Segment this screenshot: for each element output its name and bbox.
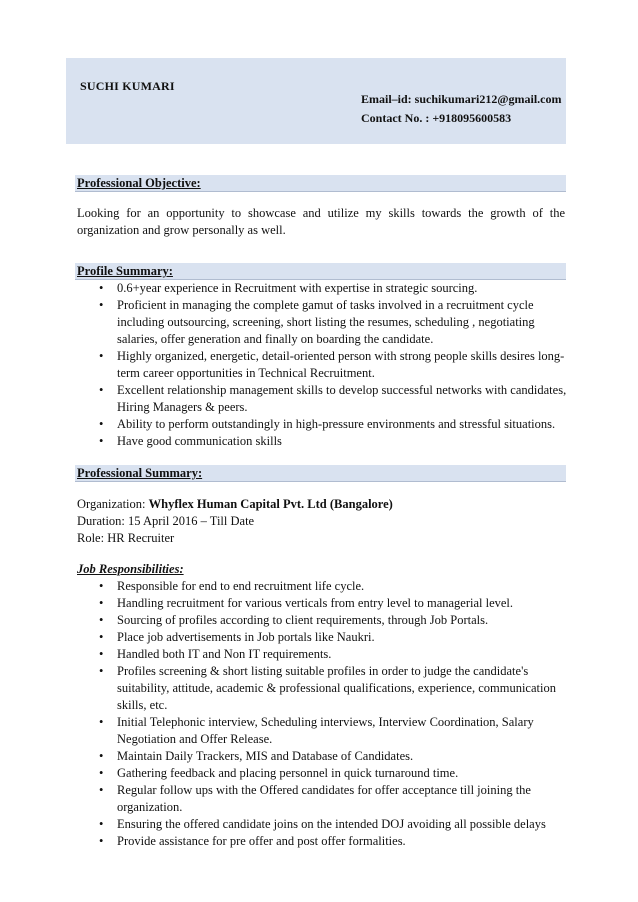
- list-item-text: Have good communication skills: [117, 434, 282, 448]
- role-line: Role: HR Recruiter: [77, 531, 175, 545]
- bullet-icon: •: [99, 417, 104, 431]
- responsibilities-title: Job Responsibilities:: [77, 562, 184, 576]
- list-item-text: Excellent relationship management skills to develop successful networks with candidates, Hiring Managers & peers.: [117, 383, 567, 414]
- list-item: [77, 433, 567, 450]
- organization-line: [77, 496, 393, 513]
- list-item: [77, 280, 567, 297]
- bullet-icon: •: [99, 579, 104, 593]
- list-item: [77, 646, 567, 663]
- bullet-icon: •: [99, 596, 104, 610]
- profile-list: [77, 280, 567, 450]
- list-item: [77, 612, 567, 629]
- organization-label: Organization:: [77, 497, 146, 511]
- list-item-text: Maintain Daily Trackers, MIS and Database of Candidates.: [117, 749, 414, 763]
- objective-title: Professional Objective:: [77, 176, 201, 190]
- phone-line: Contact No. : +918095600583: [361, 111, 512, 125]
- list-item: [77, 629, 567, 646]
- list-item-text: Ensuring the offered candidate joins on the intended DOJ avoiding all possible delays: [117, 817, 546, 831]
- list-item: [77, 297, 567, 348]
- list-item: [77, 782, 567, 816]
- bullet-icon: •: [99, 630, 104, 644]
- bullet-icon: •: [99, 783, 104, 797]
- list-item-text: Highly organized, energetic, detail-oriented person with strong people skills desires long-term career opportunities in Technical Recruitment.: [117, 349, 565, 380]
- list-item: [77, 348, 567, 382]
- professional-title: Professional Summary:: [77, 466, 203, 480]
- list-item-text: Initial Telephonic interview, Scheduling interviews, Interview Coordination, Salary Negotiation and Offer Release.: [117, 715, 534, 746]
- duration-line: Duration: 15 April 2016 – Till Date: [77, 514, 255, 528]
- list-item: [77, 663, 567, 714]
- list-item: [77, 714, 567, 748]
- bullet-icon: •: [99, 434, 104, 448]
- list-item-text: Sourcing of profiles according to client requirements, through Job Portals.: [117, 613, 489, 627]
- list-item: [77, 595, 567, 612]
- objective-section-bar: [75, 175, 566, 192]
- bullet-icon: •: [99, 715, 104, 729]
- email-line: Email–id: suchikumari212@gmail.com: [361, 92, 562, 106]
- list-item: [77, 382, 567, 416]
- list-item: [77, 765, 567, 782]
- list-item-text: Ability to perform outstandingly in high-pressure environments and stressful situations.: [117, 417, 556, 431]
- organization-value: Whyflex Human Capital Pvt. Ltd (Bangalore): [148, 497, 393, 511]
- contact-block: [361, 90, 562, 128]
- list-item-text: 0.6+year experience in Recruitment with expertise in strategic sourcing.: [117, 281, 478, 295]
- list-item-text: Gathering feedback and placing personnel in quick turnaround time.: [117, 766, 459, 780]
- bullet-icon: •: [99, 647, 104, 661]
- responsibilities-list: [77, 578, 567, 850]
- list-item-text: Responsible for end to end recruitment life cycle.: [117, 579, 365, 593]
- list-item: [77, 416, 567, 433]
- list-item-text: Proficient in managing the complete gamut of tasks involved in a recruitment cycle including outsourcing, screening, short listing the resumes, scheduling , negotiating salaries, offer generation and finally on boarding the candidate.: [117, 298, 535, 346]
- bullet-icon: •: [99, 613, 104, 627]
- list-item-text: Handled both IT and Non IT requirements.: [117, 647, 332, 661]
- header-box: [66, 58, 566, 144]
- bullet-icon: •: [99, 281, 104, 295]
- list-item-text: Profiles screening & short listing suitable profiles in order to judge the candidate's suitability, attitude, academic & professional qualifications, experience, communication skills, etc.: [117, 664, 556, 712]
- profile-section-bar: [75, 263, 566, 280]
- list-item: [77, 833, 567, 850]
- list-item-text: Provide assistance for pre offer and post offer formalities.: [117, 834, 406, 848]
- bullet-icon: •: [99, 349, 104, 363]
- bullet-icon: •: [99, 766, 104, 780]
- professional-section-bar: [75, 465, 566, 482]
- list-item-text: Place job advertisements in Job portals like Naukri.: [117, 630, 375, 644]
- bullet-icon: •: [99, 834, 104, 848]
- bullet-icon: •: [99, 817, 104, 831]
- bullet-icon: •: [99, 298, 104, 312]
- list-item: [77, 748, 567, 765]
- candidate-name: SUCHI KUMARI: [80, 79, 175, 93]
- bullet-icon: •: [99, 383, 104, 397]
- bullet-icon: •: [99, 664, 104, 678]
- objective-text: Looking for an opportunity to showcase and utilize my skills towards the growth of the organization and grow personally as well.: [77, 206, 565, 237]
- profile-title: Profile Summary:: [77, 264, 173, 278]
- list-item: [77, 578, 567, 595]
- bullet-icon: •: [99, 749, 104, 763]
- list-item: [77, 816, 567, 833]
- list-item-text: Regular follow ups with the Offered candidates for offer acceptance till joining the organization.: [117, 783, 531, 814]
- list-item-text: Handling recruitment for various verticals from entry level to managerial level.: [117, 596, 514, 610]
